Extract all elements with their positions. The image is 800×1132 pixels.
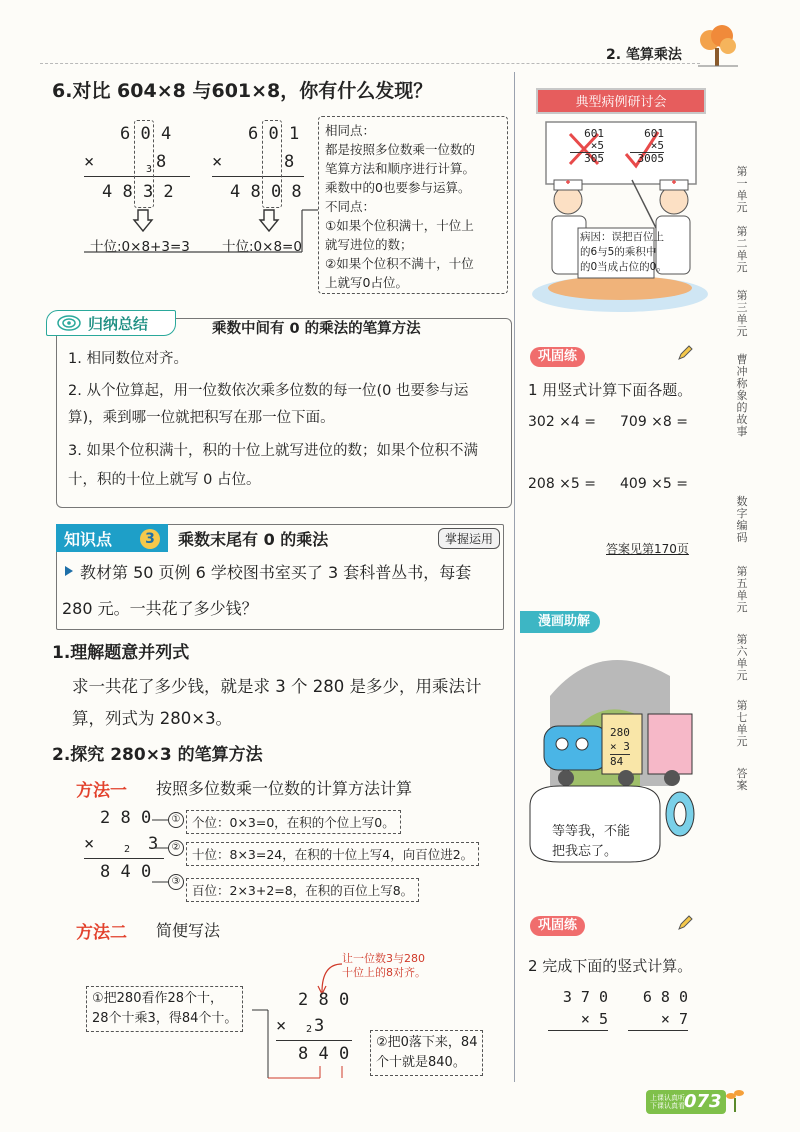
same-line: 都是按照多位数乘一位数的 bbox=[325, 142, 476, 157]
side-tab-unit-3[interactable]: 第三单元 bbox=[736, 289, 748, 338]
step-2-note: 十位：8×3=24，在积的十位上写4，向百位进2。 bbox=[186, 842, 479, 866]
comparison-box bbox=[318, 116, 508, 294]
calc-top: 6 8 0 bbox=[642, 988, 688, 1006]
summary-heading: 乘数中间有 0 的乘法的笔算方法 bbox=[212, 321, 421, 337]
comic-help-pill: 漫画助解 bbox=[520, 611, 600, 633]
carry-digit: 2 bbox=[306, 1024, 313, 1035]
side-tab-digital-code[interactable]: 数字编码 bbox=[736, 495, 748, 544]
practice-1-d: 409 ×5 = bbox=[620, 476, 688, 492]
rule-1: 1. 相同数位对齐。 bbox=[68, 351, 188, 367]
method-2-connectors bbox=[250, 1000, 360, 1084]
calc-row-2: 8 bbox=[284, 152, 295, 172]
left-note-line: ①把280看作28个十， bbox=[92, 991, 224, 1006]
truck-calc bbox=[610, 726, 630, 769]
truck-calc-line: × 3 bbox=[610, 740, 630, 753]
step-3-note: 百位：2×3+2=8，在积的百位上写8。 bbox=[186, 878, 419, 902]
multiply-sign: × bbox=[276, 1016, 287, 1036]
side-tab-unit-2[interactable]: 第二单元 bbox=[736, 225, 748, 274]
practice-2-title: 2 完成下面的竖式计算。 bbox=[528, 957, 693, 975]
calc-row-2: 3 bbox=[148, 834, 159, 854]
calc-result: 4 8 3 2 bbox=[102, 182, 174, 202]
practice-2-b bbox=[628, 986, 688, 1031]
same-line: 笔算方法和顺序进行计算。 bbox=[325, 161, 476, 176]
diagnosis-line: 病因：误把百位上 bbox=[580, 231, 664, 243]
practice-2-a bbox=[548, 986, 608, 1031]
example-question-line-1: 教材第 50 页例 6 学校图书室买了 3 套科普丛书，每套 bbox=[80, 563, 472, 582]
diagnosis-line: 的0当成占位的0。 bbox=[580, 261, 667, 273]
side-tab-unit-1[interactable]: 第一单元 bbox=[736, 165, 748, 214]
rule-3b: 十，积的十位上就写 0 占位。 bbox=[68, 472, 261, 488]
header-rule bbox=[40, 63, 700, 64]
knowledge-point-title: 乘数末尾有 0 的乘法 bbox=[178, 530, 329, 549]
page-slogan bbox=[650, 1094, 685, 1110]
speech-line: 把我忘了。 bbox=[552, 844, 618, 859]
pencil-icon bbox=[676, 344, 694, 362]
calc-row-1: 6 0 1 bbox=[248, 124, 300, 144]
tens-column-highlight bbox=[262, 120, 282, 208]
diff-line: 上就写0占位。 bbox=[325, 275, 408, 290]
section-2-title: 2.探究 280×3 的笔算方法 bbox=[52, 745, 263, 765]
practice-pill-2: 巩固练 bbox=[530, 916, 585, 936]
practice-1-title: 1 用竖式计算下面各题。 bbox=[528, 381, 693, 399]
practice-1-a: 302 ×4 = bbox=[528, 414, 596, 430]
step-1-marker: ① bbox=[168, 812, 184, 828]
right-note-line: 个十就是840。 bbox=[376, 1055, 466, 1070]
alignment-note-line: 让一位数3与280 bbox=[342, 952, 425, 965]
diff-line: 就写进位的数； bbox=[325, 237, 413, 252]
board-line: 305 bbox=[570, 152, 604, 165]
multiply-sign: × bbox=[84, 152, 95, 172]
calc-row-1: 6 0 4 bbox=[120, 124, 172, 144]
multiply-sign: × bbox=[84, 834, 95, 854]
diff-title: 不同点： bbox=[325, 199, 376, 214]
rule-2b: 算)，乘到哪一位就把积写在那一位下面。 bbox=[68, 410, 335, 426]
section-1-line-2: 算，列式为 280×3。 bbox=[72, 709, 233, 728]
tens-column-highlight bbox=[134, 120, 154, 208]
method-2-left-note bbox=[86, 986, 243, 1032]
step-3-marker: ③ bbox=[168, 874, 184, 890]
side-tab-story[interactable]: 曹冲称象的故事 bbox=[736, 353, 748, 438]
speech-line: 等等我，不能 bbox=[552, 824, 631, 839]
page-slogan-line: 上课认真听 bbox=[650, 1094, 685, 1102]
alignment-note bbox=[342, 952, 426, 980]
calc-row-2: 8 bbox=[156, 152, 167, 172]
result-line bbox=[212, 176, 304, 177]
diff-line: ②如果个位积不满十，十位 bbox=[325, 256, 474, 271]
truck-calc-line: 280 bbox=[610, 726, 630, 739]
board-line: 3005 bbox=[630, 152, 664, 165]
page-slogan-line: 下课认真看 bbox=[650, 1102, 685, 1110]
target-icon bbox=[56, 314, 82, 332]
sprout-icon bbox=[726, 1086, 744, 1112]
problem-6-title: 6.对比 604×8 与601×8，你有什么发现？ bbox=[52, 80, 433, 102]
practice-pill-1: 巩固练 bbox=[530, 347, 585, 367]
side-tab-unit-5[interactable]: 第五单元 bbox=[736, 565, 748, 614]
section-1-title: 1.理解题意并列式 bbox=[52, 643, 190, 663]
summary-tag-label: 归纳总结 bbox=[88, 315, 149, 333]
knowledge-point-number: 3 bbox=[140, 529, 160, 549]
tree-icon bbox=[694, 22, 740, 68]
board-line: 601 bbox=[584, 127, 604, 140]
rule-2a: 2. 从个位算起，用一位数依次乘多位数的每一位(0 也要参与运 bbox=[68, 383, 469, 399]
example-question-line-2: 280 元。一共花了多少钱？ bbox=[62, 599, 258, 618]
tens-note-b: 十位:0×8=0 bbox=[222, 239, 302, 255]
tens-note-a: 十位:0×8+3=3 bbox=[90, 239, 190, 255]
side-tab-unit-6[interactable]: 第六单元 bbox=[736, 633, 748, 682]
calc-top: 3 7 0 bbox=[562, 988, 608, 1006]
same-title: 相同点： bbox=[325, 123, 376, 138]
calc-row-1: 2 8 0 bbox=[100, 808, 152, 828]
chapter-title: 2. 笔算乘法 bbox=[606, 47, 682, 63]
method-1-text: 按照多位数乘一位数的计算方法计算 bbox=[156, 779, 413, 798]
diagnosis-note bbox=[580, 230, 667, 275]
practice-1-b: 709 ×8 = bbox=[620, 414, 688, 430]
same-line: 乘数中的0也要参与运算。 bbox=[325, 180, 471, 195]
alignment-note-line: 十位上的8对齐。 bbox=[342, 966, 426, 979]
left-note-line: 28个十乘3，得84个十。 bbox=[92, 1011, 238, 1026]
board-correct bbox=[630, 128, 664, 165]
mastery-badge: 掌握运用 bbox=[438, 528, 500, 549]
multiply-sign: × bbox=[212, 152, 223, 172]
calc-result: 8 4 0 bbox=[298, 1044, 350, 1064]
answer-reference: 答案见第170页 bbox=[606, 542, 689, 556]
right-note-line: ②把0落下来，84 bbox=[376, 1035, 478, 1050]
calc-row-1: 2 8 0 bbox=[298, 990, 350, 1010]
board-line: 601 bbox=[644, 127, 664, 140]
step-1-note: 个位：0×3=0，在积的个位上写0。 bbox=[186, 810, 401, 834]
step-2-marker: ② bbox=[168, 840, 184, 856]
calc-mul: × 5 bbox=[548, 1008, 608, 1031]
triangle-bullet-icon bbox=[65, 566, 73, 576]
carry-digit: 2 bbox=[124, 844, 131, 855]
method-2-label: 方法二 bbox=[76, 923, 127, 943]
board-wrong bbox=[570, 128, 604, 165]
diagnosis-line: 的6与5的乘积中 bbox=[580, 246, 657, 258]
diff-line: ①如果个位积满十，十位上 bbox=[325, 218, 474, 233]
calc-row-2: 3 bbox=[314, 1016, 325, 1036]
comic-speech-bubble bbox=[552, 822, 630, 862]
method-1-label: 方法一 bbox=[76, 781, 127, 801]
case-study-illustration bbox=[528, 118, 714, 314]
calc-result: 4 8 0 8 bbox=[230, 182, 302, 202]
board-line: ×5 bbox=[590, 139, 604, 152]
page-number: 073 bbox=[684, 1091, 722, 1112]
side-tab-answers[interactable]: 答案 bbox=[736, 767, 748, 792]
connector-lines bbox=[80, 200, 320, 260]
column-divider bbox=[514, 72, 515, 1082]
carry-digit: 3 bbox=[146, 164, 153, 175]
truck-calc-line: 84 bbox=[610, 754, 630, 769]
rule-3a: 3. 如果个位积满十，积的十位上就写进位的数；如果个位积不满 bbox=[68, 443, 478, 459]
case-study-banner-label: 典型病例研讨会 bbox=[575, 95, 667, 110]
calc-mul: × 7 bbox=[628, 1008, 688, 1031]
calc-result: 8 4 0 bbox=[100, 862, 152, 882]
method-2-right-note bbox=[370, 1030, 483, 1076]
side-tab-unit-7[interactable]: 第七单元 bbox=[736, 699, 748, 748]
pencil-icon bbox=[676, 914, 694, 932]
method-2-text: 简便写法 bbox=[156, 921, 221, 940]
practice-1-c: 208 ×5 = bbox=[528, 476, 596, 492]
knowledge-point-label: 知识点 bbox=[64, 530, 113, 549]
board-line: ×5 bbox=[650, 139, 664, 152]
section-1-line-1: 求一共花了多少钱，就是求 3 个 280 是多少，用乘法计 bbox=[72, 677, 482, 696]
